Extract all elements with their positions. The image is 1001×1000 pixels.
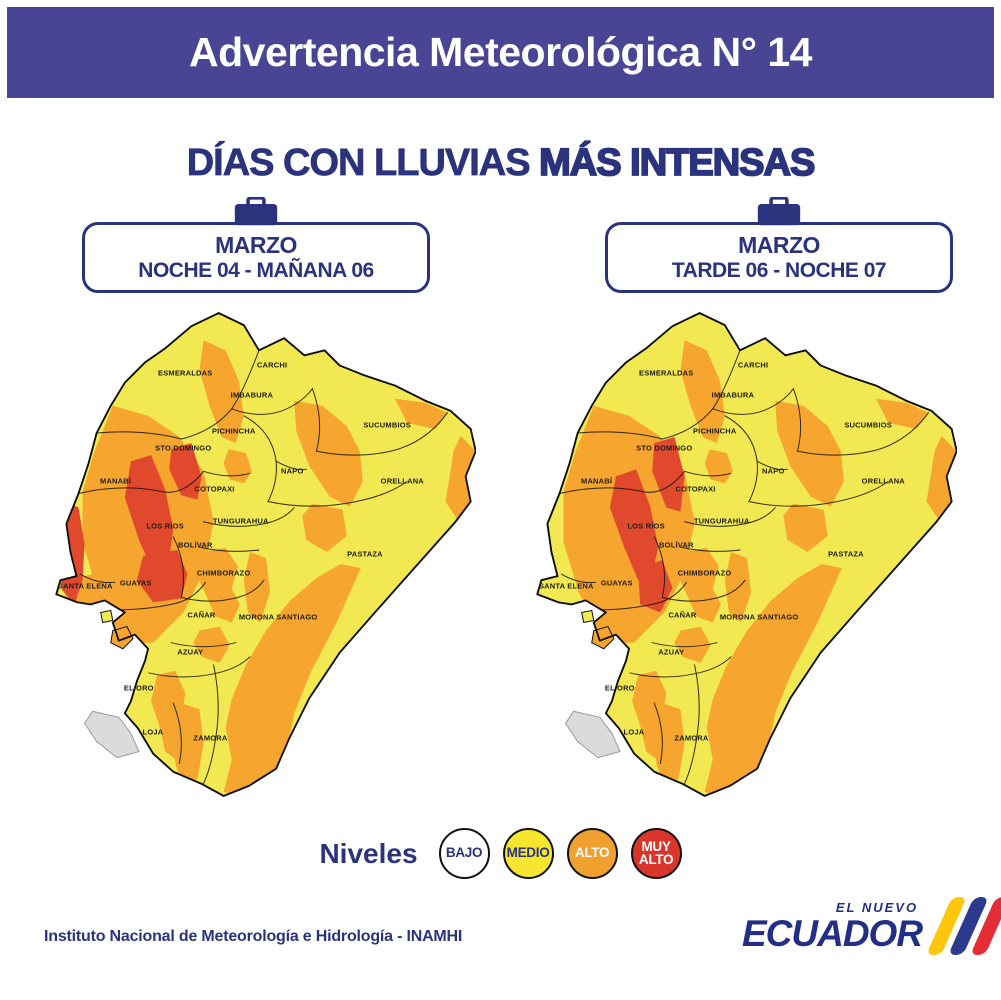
province-label: CARCHI — [737, 360, 769, 370]
province-label: TUNGURAHUA — [212, 516, 269, 526]
province-label: PASTAZA — [828, 549, 864, 559]
province-label: SANTA ELENA — [538, 581, 594, 591]
date-card-left — [82, 222, 430, 293]
province-label: ORELLANA — [861, 476, 905, 486]
main-title-heavy: MÁS INTENSAS — [539, 142, 815, 184]
province-label: CAÑAR — [668, 610, 697, 620]
province-label: COTOPAXI — [675, 484, 716, 494]
province-label: GUAYAS — [119, 578, 152, 588]
province-label: ZAMORA — [674, 733, 709, 743]
main-title-normal: DÍAS CON LLUVIAS — [186, 142, 540, 184]
header-bar — [7, 7, 994, 98]
ecuador-map-svg — [52, 310, 476, 804]
province-label: MORONA SANTIAGO — [238, 612, 318, 622]
province-label: NAPO — [762, 466, 785, 476]
province-label: SUCUMBIOS — [844, 420, 892, 430]
date-range-right: TARDE 06 - NOCHE 07 — [671, 259, 887, 282]
legend-badges — [439, 828, 682, 879]
province-label: STO DOMINGO — [636, 443, 693, 453]
province-label: NAPO — [281, 466, 304, 476]
legend-level-badge: MUY ALTO — [631, 828, 682, 879]
province-label: AZUAY — [177, 647, 204, 657]
ecuador-map-svg — [533, 310, 957, 804]
province-label: PICHINCHA — [211, 426, 256, 436]
province-label: ZAMORA — [193, 733, 228, 743]
date-month-right: MARZO — [738, 232, 820, 258]
province-label: LOJA — [142, 727, 164, 737]
legend-level-badge: MEDIO — [503, 828, 554, 879]
province-label: COTOPAXI — [194, 484, 235, 494]
province-label: TUNGURAHUA — [693, 516, 750, 526]
province-label: CARCHI — [256, 360, 288, 370]
flag-stripes-icon — [932, 897, 998, 955]
province-label: LOS RÍOS — [627, 521, 665, 531]
province-label: MANABÍ — [580, 476, 613, 486]
legend-level-badge: ALTO — [567, 828, 618, 879]
province-label: ORELLANA — [380, 476, 424, 486]
date-month-left: MARZO — [215, 232, 297, 258]
province-label: CHIMBORAZO — [677, 568, 732, 578]
province-label: BOLÍVAR — [659, 540, 694, 550]
province-label: CHIMBORAZO — [196, 568, 251, 578]
province-label: IMBABURA — [711, 390, 755, 400]
province-label: MANABÍ — [99, 476, 132, 486]
province-label: ESMERALDAS — [638, 368, 694, 377]
province-label: PICHINCHA — [692, 426, 737, 436]
legend-title: Niveles — [319, 837, 418, 869]
date-card-right — [605, 222, 953, 293]
logo-top-text: EL NUEVO — [835, 899, 919, 915]
legend-level-badge: BAJO — [439, 828, 490, 879]
province-label: IMBABURA — [230, 390, 274, 400]
el-nuevo-ecuador-logo — [742, 897, 998, 955]
province-label: SUCUMBIOS — [363, 420, 411, 430]
header-title: Advertencia Meteorológica N° 14 — [189, 29, 812, 75]
province-label: ESMERALDAS — [157, 368, 213, 377]
province-label: GUAYAS — [600, 578, 633, 588]
province-label: SANTA ELENA — [57, 581, 113, 591]
province-label: LOJA — [623, 727, 645, 737]
briefcase-icon — [233, 197, 279, 232]
province-label: LOS RÍOS — [146, 521, 184, 531]
province-label: EL ORO — [123, 683, 154, 693]
ecuador-map-right — [533, 310, 957, 804]
province-label: MORONA SANTIAGO — [719, 612, 799, 622]
main-title — [0, 142, 1001, 185]
province-label: AZUAY — [658, 647, 685, 657]
province-label: PASTAZA — [347, 549, 383, 559]
institution-name: Instituto Nacional de Meteorología e Hidrología - INAMHI — [44, 928, 463, 945]
briefcase-icon — [756, 197, 802, 232]
province-label: EL ORO — [604, 683, 635, 693]
levels-legend — [0, 828, 1001, 879]
date-range-left: NOCHE 04 - MAÑANA 06 — [138, 259, 374, 282]
logo-main-text: ECUADOR — [742, 912, 923, 954]
province-label: STO DOMINGO — [155, 443, 212, 453]
province-label: CAÑAR — [187, 610, 216, 620]
ecuador-map-left — [52, 310, 476, 804]
province-label: BOLÍVAR — [178, 540, 213, 550]
